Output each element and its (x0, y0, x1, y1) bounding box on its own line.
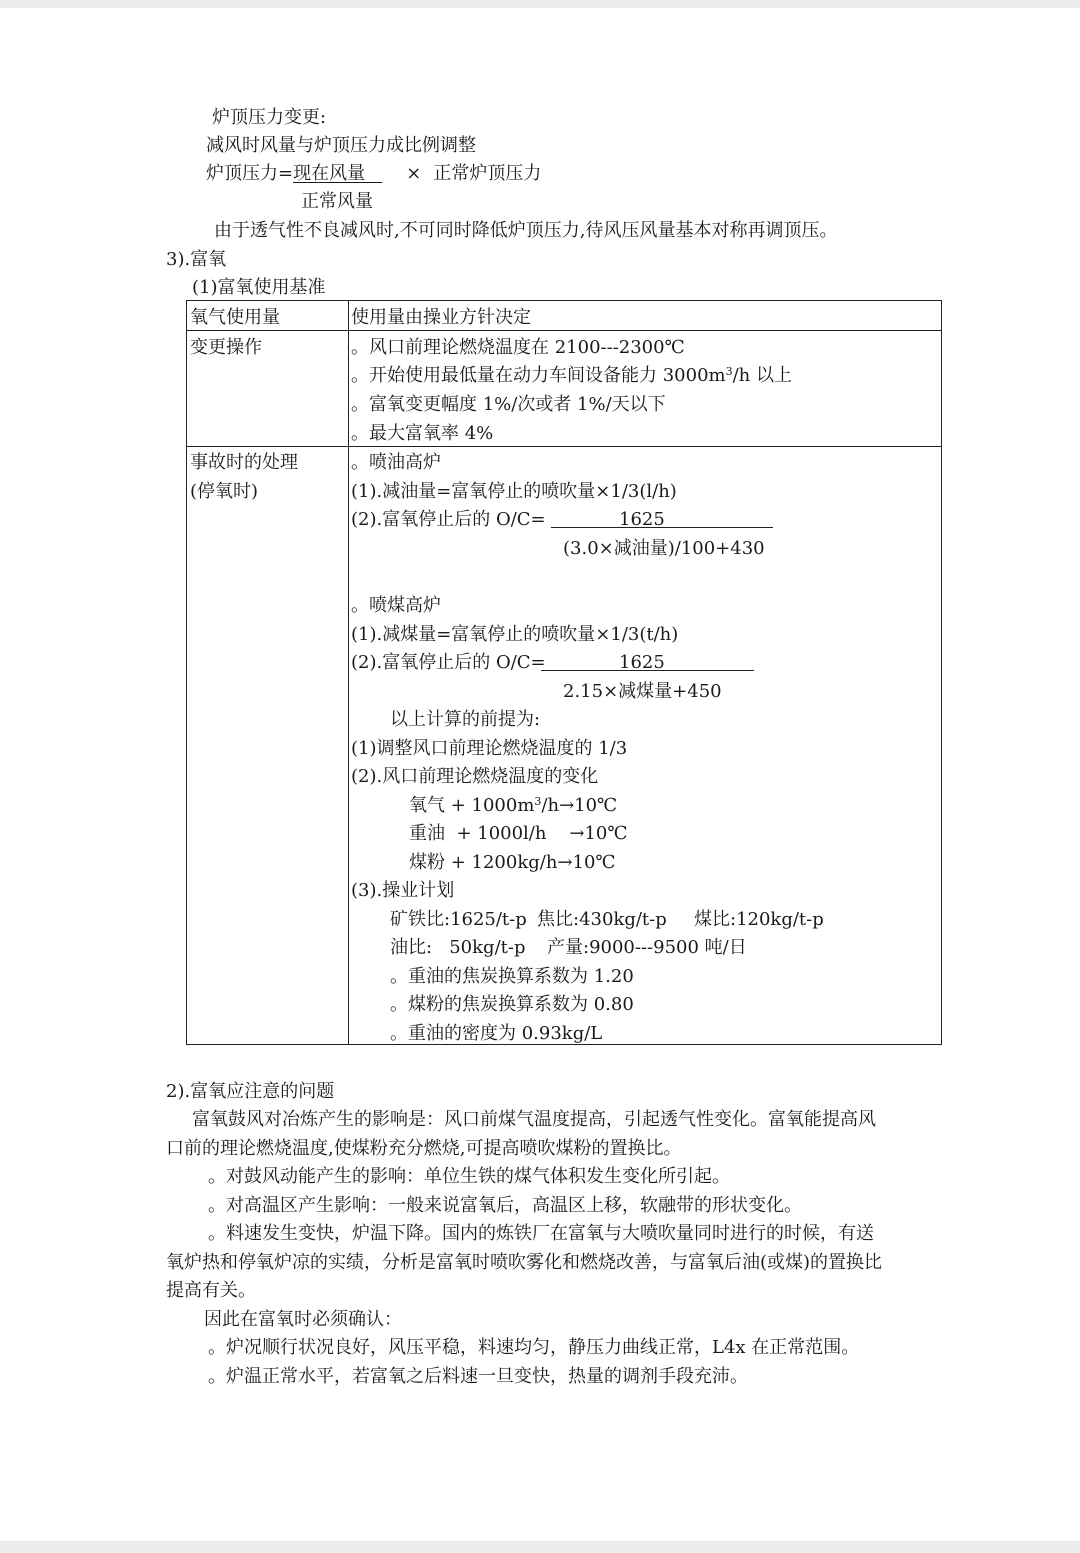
section2-para4-b: 氧炉热和停氧炉凉的实绩，分析是富氧时喷吹雾化和燃烧改善，与富氧后油(或煤)的置换比 (166, 1252, 883, 1273)
row2-item-1: 。风口前理论燃烧温度在 2100---2300℃ (351, 337, 685, 358)
row1-content: 使用量由操业方针决定 (351, 307, 531, 328)
table-row-divider-2 (187, 446, 941, 447)
plan-output: 产量:9000---9500 吨/日 (547, 937, 747, 958)
section2-para4-c: 提高有关。 (166, 1280, 256, 1301)
section2-para6: 。炉况顺行状况良好，风压平稳，料速均匀，静压力曲线正常，L4x 在正常范围。 (208, 1337, 860, 1358)
section2-para3: 。对高温区产生影响：一般来说富氧后，高温区上移，软融带的形状变化。 (208, 1195, 802, 1216)
coal-oc-denominator: 2.15×减煤量+450 (563, 681, 722, 702)
formula-rhs: 正常炉顶压力 (433, 163, 542, 184)
premise-3: (3).操业计划 (351, 880, 455, 901)
formula-denominator: 正常风量 (301, 191, 373, 212)
oil-furnace-title: 。喷油高炉 (351, 452, 441, 473)
row3-label-2: (停氧时) (190, 481, 259, 502)
formula-prefix: 炉顶压力= (206, 163, 294, 184)
coal-fraction-bar (541, 670, 754, 671)
formula-times: × (406, 163, 422, 184)
premise-2: (2).风口前理论燃烧温度的变化 (351, 766, 599, 787)
oil-oc-denominator: (3.0×减油量)/100+430 (563, 538, 765, 559)
coal-furnace-title: 。喷煤高炉 (351, 595, 441, 616)
bottom-border (0, 1541, 1080, 1553)
coal-powder-change: 煤粉 + 1200kg/h→10℃ (409, 852, 616, 873)
section2-title: 2).富氧应注意的问题 (166, 1081, 335, 1102)
plan-coke-ratio: 焦比:430kg/t-p (537, 909, 667, 930)
row3-label-1: 事故时的处理 (190, 452, 298, 473)
top-line-1: 炉顶压力变更: (212, 107, 327, 128)
coal-oc-label: (2).富氧停止后的 O/C= (351, 652, 546, 673)
oil-fraction-bar (551, 527, 773, 528)
premise-1: (1)调整风口前理论燃烧温度的 1/3 (351, 738, 628, 759)
row2-label: 变更操作 (190, 337, 262, 358)
section2-para2: 。对鼓风动能产生的影响：单位生铁的煤气体积发生变化所引起。 (208, 1166, 730, 1187)
section2-para7: 。炉温正常水平，若富氧之后料速一旦变快，热量的调剂手段充沛。 (208, 1366, 748, 1387)
oxygen-change: 氧气 + $1000m^3/h\to 10℃$ (409, 795, 618, 816)
top-note: 由于透气性不良减风时,不可同时降低炉顶压力,待风压风量基本对称再调顶压。 (214, 220, 838, 241)
section3-subtitle: (1)富氧使用基准 (192, 277, 326, 298)
bullet-oil-density: 。重油的密度为 0.93kg/L (390, 1023, 603, 1044)
oil-oc-numerator: 1625 (619, 509, 665, 530)
row1-label: 氧气使用量 (190, 307, 280, 328)
section2-para5: 因此在富氧时必须确认： (204, 1309, 402, 1330)
heavy-oil-change: 重油 + 1000l/h →10℃ (409, 823, 628, 844)
oil-reduction: (1).减油量=富氧停止的喷吹量×1/3(l/h) (351, 481, 677, 502)
top-border (0, 0, 1080, 8)
section2-para1-b: 口前的理论燃烧温度,使煤粉充分燃烧,可提高喷吹煤粉的置换比。 (166, 1138, 682, 1159)
bullet-oil-coke-factor: 。重油的焦炭换算系数为 1.20 (390, 966, 634, 987)
row2-item-3: 。富氧变更幅度 1%/次或者 1%/天以下 (351, 394, 666, 415)
table-row-divider-1 (187, 330, 941, 331)
section2-para4-a: 。料速发生变快，炉温下降。国内的炼铁厂在富氧与大喷吹量同时进行的时候，有送 (208, 1223, 874, 1244)
section2-para1-a: 富氧鼓风对冶炼产生的影响是：风口前煤气温度提高，引起透气性变化。富氧能提高风 (192, 1109, 876, 1130)
coal-oc-numerator: 1625 (619, 652, 665, 673)
pressure-formula (206, 163, 541, 185)
plan-oil-ratio: 油比: 50kg/t-p (390, 937, 526, 958)
formula-numerator: 现在风量 (293, 163, 366, 184)
premise-title: 以上计算的前提为: (390, 709, 541, 730)
table-column-divider (348, 301, 349, 1044)
oil-oc-label: (2).富氧停止后的 O/C= (351, 509, 546, 530)
coal-reduction: (1).减煤量=富氧停止的喷吹量×1/3(t/h) (351, 624, 679, 645)
plan-coal-ratio: 煤比:120kg/t-p (694, 909, 824, 930)
section3-title: 3).富氧 (166, 249, 227, 270)
plan-ore-ratio: 矿铁比:1625/t-p (390, 909, 527, 930)
row2-item-4: 。最大富氧率 4% (351, 423, 494, 444)
row2-item-2: 。开始使用最低量在动力车间设备能力 $3000m^3/h$ 以上 (351, 365, 792, 386)
bullet-coal-coke-factor: 。煤粉的焦炭换算系数为 0.80 (390, 994, 634, 1015)
top-line-2: 减风时风量与炉顶压力成比例调整 (206, 135, 476, 156)
